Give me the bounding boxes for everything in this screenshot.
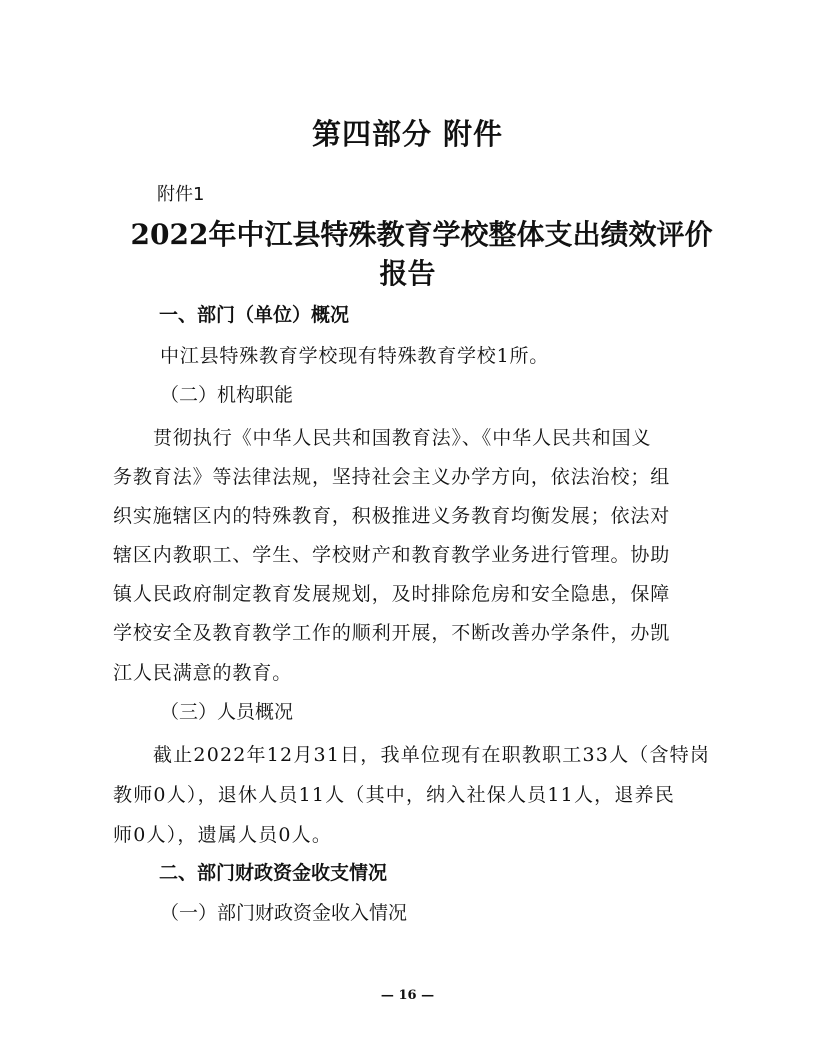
subsection-3-heading: （三）人员概况 [160, 701, 294, 723]
body-line: 辖区内教职工、学生、学校财产和教育教学业务进行管理。协助 [113, 544, 671, 567]
section-1-intro: 中江县特殊教育学校现有特殊教育学校1所。 [160, 345, 550, 367]
section-2-sub-1-heading: （一）部门财政资金收入情况 [160, 902, 408, 924]
annex-label: 附件1 [157, 184, 205, 205]
section-1-heading: 一、部门（单位）概况 [159, 304, 350, 326]
part-title: 第四部分 附件 [311, 117, 504, 151]
body-line: 务教育法》等法律法规，坚持社会主义办学方向，依法治校；组 [113, 466, 671, 489]
body-line: 师0人），遗属人员0人。 [113, 824, 333, 846]
body-line: 截止2022年12月31日，我单位现有在职教职工33人（含特岗 [153, 744, 711, 766]
body-line: 贯彻执行《中华人民共和国教育法》、《中华人民共和国义 [153, 427, 652, 449]
body-line: 镇人民政府制定教育发展规划，及时排除危房和安全隐患，保障 [113, 583, 671, 606]
subsection-2-heading: （二）机构职能 [160, 384, 294, 406]
subsection-2-body [113, 419, 713, 693]
body-line: 江人民满意的教育。 [113, 661, 293, 684]
body-line: 教师0人），退休人员11人（其中，纳入社保人员11人，退养民 [113, 784, 675, 806]
section-2-heading: 二、部门财政资金收支情况 [159, 862, 388, 884]
subsection-3-body [113, 735, 713, 855]
report-title-line-2: 报告 [379, 257, 436, 290]
page-number: — 16 — [380, 988, 435, 1003]
body-line: 学校安全及教育教学工作的顺利开展，不断改善办学条件，办凯 [113, 622, 671, 645]
report-title-line-1: 2022年中江县特殊教育学校整体支出绩效评价 [130, 218, 713, 251]
body-line: 织实施辖区内的特殊教育，积极推进义务教育均衡发展；依法对 [113, 505, 671, 528]
